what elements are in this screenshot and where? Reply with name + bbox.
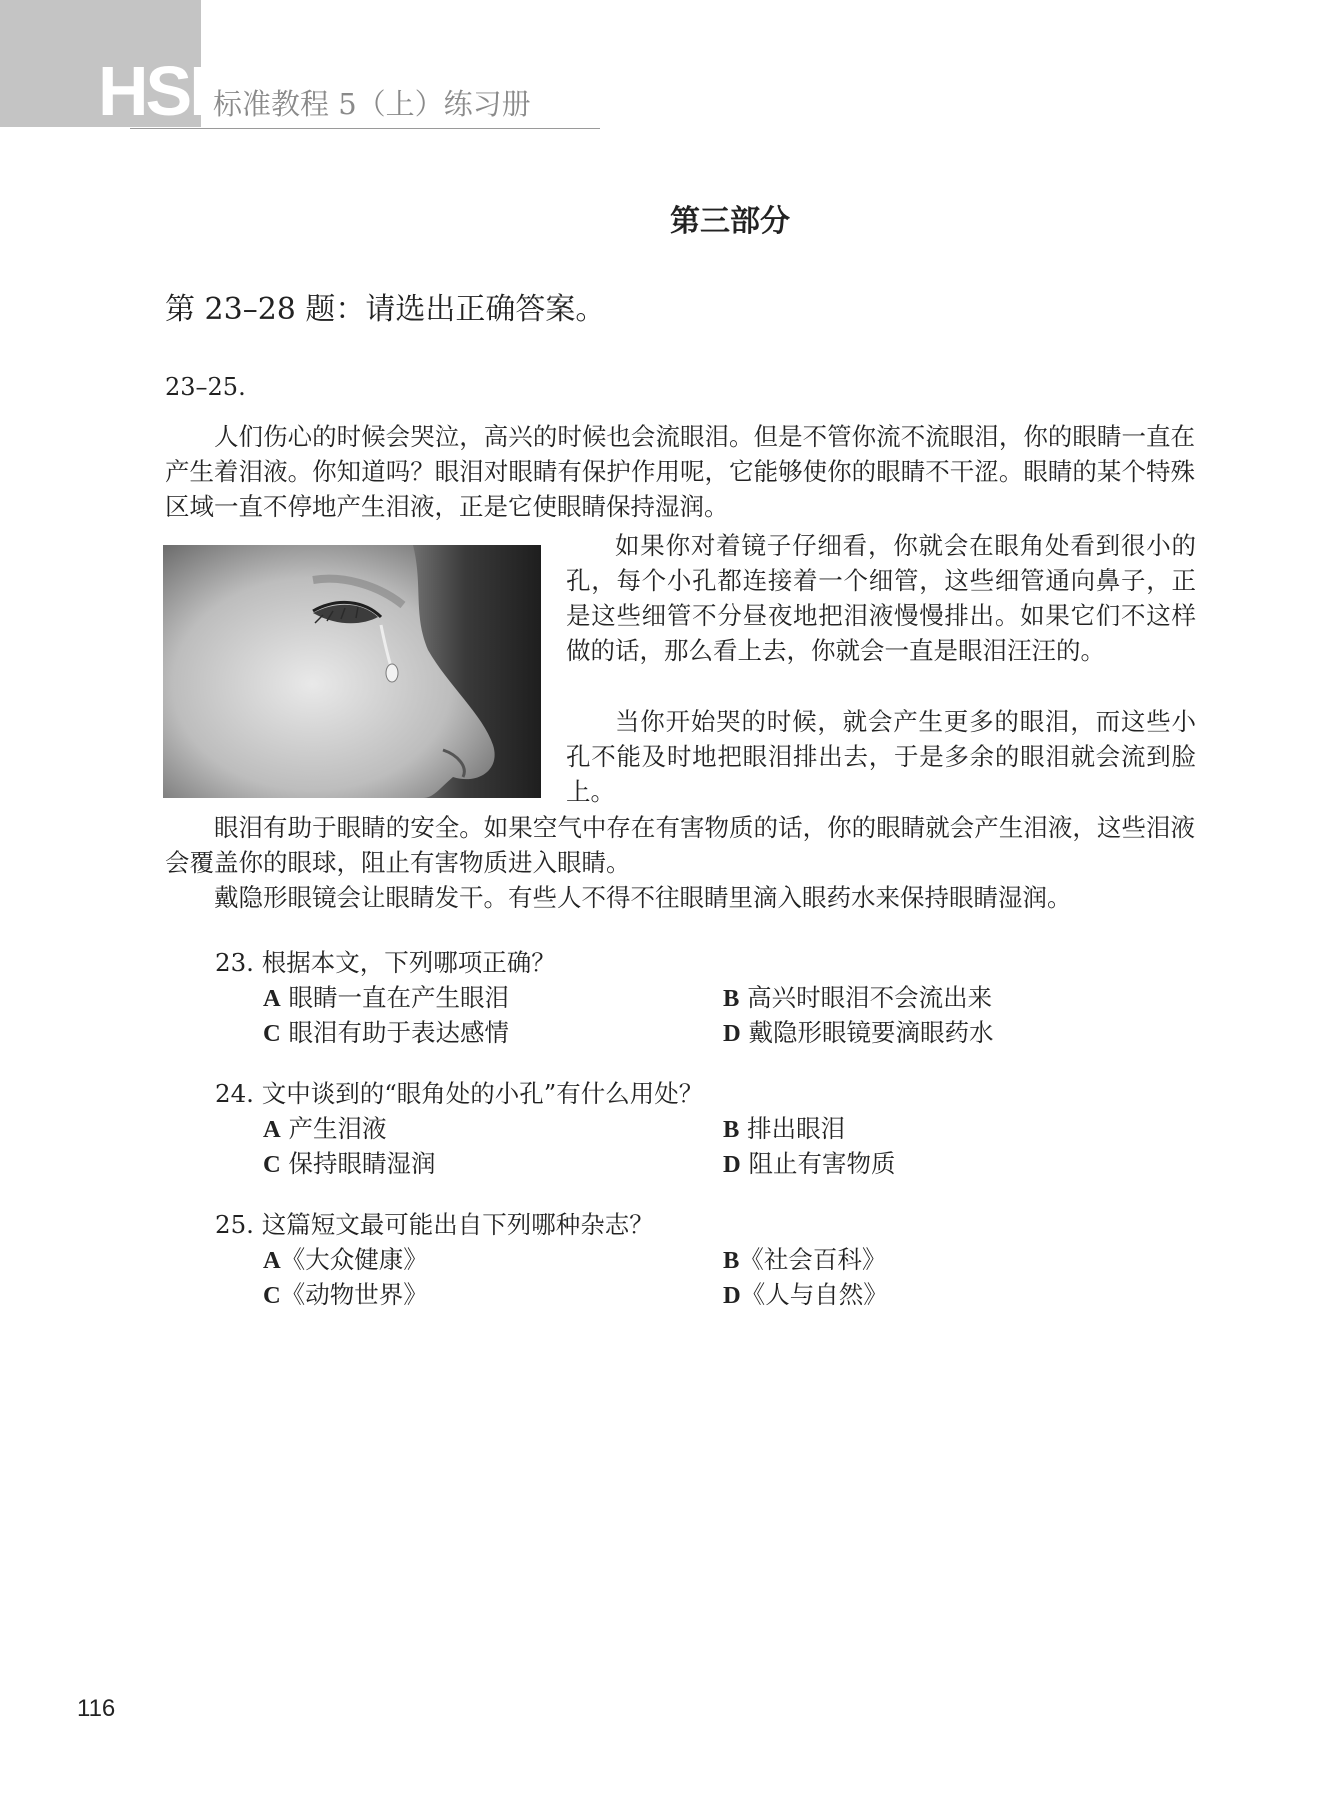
option-b[interactable]: B 高兴时眼泪不会流出来 (723, 983, 993, 1012)
question-23 (215, 945, 1215, 1050)
question-24 (215, 1076, 1215, 1181)
hsk-logo: HSK (98, 52, 237, 130)
question-stem: 23. 根据本文，下列哪项正确？ (215, 948, 556, 977)
question-25 (215, 1207, 1215, 1312)
question-stem: 24. 文中谈到的“眼角处的小孔”有什么用处？ (215, 1079, 704, 1108)
option-c[interactable]: C 眼泪有助于表达感情 (263, 1018, 509, 1047)
question-options (215, 1111, 1215, 1181)
passage-paragraph-5: 戴隐形眼镜会让眼睛发干。有些人不得不往眼睛里滴入眼药水来保持眼睛湿润。 (214, 883, 1072, 912)
passage-paragraph-3: 当你开始哭的时候，就会产生更多的眼泪，而这些小孔不能及时地把眼泪排出去，于是多余的眼泪就会流到脸上。 (566, 707, 1196, 806)
passage-paragraph-2: 如果你对着镜子仔细看，你就会在眼角处看到很小的孔，每个小孔都连接着一个细管，这些细管通向鼻子，正是这些细管不分昼夜地把泪液慢慢排出。如果它们不这样做的话，那么看上去，你就会一直是眼泪汪汪的。 (566, 531, 1196, 665)
question-options (215, 980, 1215, 1050)
option-c[interactable]: C《动物世界》 (263, 1280, 428, 1309)
passage-paragraph-1: 人们伤心的时候会哭泣，高兴的时候也会流眼泪。但是不管你流不流眼泪，你的眼睛一直在产生着泪液。你知道吗？眼泪对眼睛有保护作用呢，它能够使你的眼睛不干涩。眼睛的某个特殊区域一直不停地产生泪液，正是它使眼睛保持湿润。 (165, 422, 1195, 521)
option-d[interactable]: D 阻止有害物质 (723, 1149, 896, 1178)
option-a[interactable]: A 眼睛一直在产生眼泪 (263, 983, 509, 1012)
header-divider (130, 128, 600, 129)
option-b[interactable]: B 排出眼泪 (723, 1114, 846, 1143)
option-a[interactable]: A《大众健康》 (263, 1245, 428, 1274)
option-a[interactable]: A 产生泪液 (263, 1114, 387, 1143)
book-title: 标准教程 5（上）练习册 (213, 87, 531, 121)
option-d[interactable]: D 戴隐形眼镜要滴眼药水 (723, 1018, 994, 1047)
section-title: 第三部分 (670, 204, 790, 239)
passage-paragraph-4: 眼泪有助于眼睛的安全。如果空气中存在有害物质的话，你的眼睛就会产生泪液，这些泪液会覆盖你的眼球，阻止有害物质进入眼睛。 (165, 813, 1195, 877)
question-group-label: 23–25. (165, 373, 246, 401)
question-stem: 25. 这篇短文最可能出自下列哪种杂志？ (215, 1210, 654, 1239)
crying-face-photo (163, 545, 541, 798)
option-c[interactable]: C 保持眼睛湿润 (263, 1149, 436, 1178)
page-number: 116 (77, 1695, 116, 1722)
instruction: 第 23–28 题：请选出正确答案。 (165, 292, 606, 327)
option-b[interactable]: B《社会百科》 (723, 1245, 887, 1274)
question-options (215, 1242, 1215, 1312)
option-d[interactable]: D《人与自然》 (723, 1280, 888, 1309)
